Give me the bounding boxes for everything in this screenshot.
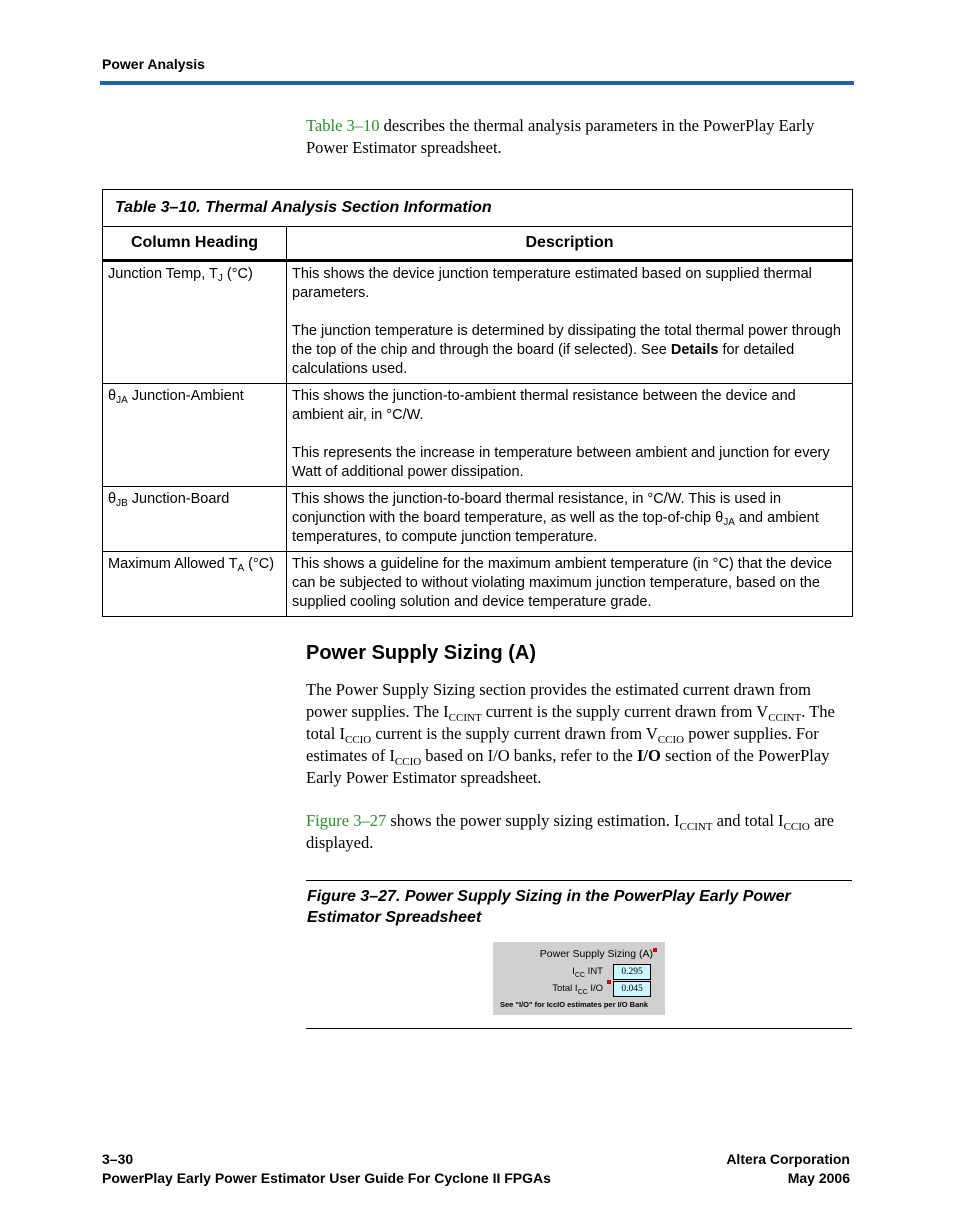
comment-marker-icon [653,948,657,952]
publication-date: May 2006 [787,1170,850,1186]
figure-note: See "I/O" for IccIO estimates per I/O Bank [500,1000,649,1009]
row-heading: $\theta_{JB}$ Junction-Board [103,487,287,552]
icc-io-value: 0.045 [613,981,651,997]
intro-paragraph [306,115,856,159]
column-header-description: Description [287,227,853,261]
company-name: Altera Corporation [726,1151,850,1167]
section-paragraph-1: The Power Supply Sizing section provides the estimated current drawn from power supplies. The $I_{CCINT}$ current is the supply current drawn from $V_{CCINT}$. The total $I_{CCIO}$ current is the supply current drawn from $V_{CCIO}$ power supplies. For estimates of $I_{CCIO}$ based on I/O banks, refer to the I/O section of the PowerPlay Early Power Estimator spreadsheet. [306,680,835,787]
table-row [103,487,853,552]
running-header: Power Analysis [102,56,205,72]
row-description: This shows the device junction temperature estimated based on supplied thermal parameters. The junction temperature is determined by dissipating the total thermal power through the top of the chip and through the board (if selected). See Details for detailed calculations used. [287,261,853,384]
table-row [103,552,853,617]
row-description: This shows a guideline for the maximum ambient temperature (in °C) that the device can be subjected to without violating maximum junction temperature, based on the supplied cooling solution and device temperature grade. [287,552,853,617]
table-link[interactable]: Table 3–10 [306,116,380,135]
row-description: This shows the junction-to-board thermal resistance, in °C/W. This is used in conjunction with the board temperature, as well as the top-of-chip $\theta_{JA}$ and ambient temperatures, to compute junction temperature. [287,487,853,552]
row-description: This shows the junction-to-ambient thermal resistance between the device and ambient air, in °C/W. This represents the increase in temperature between ambient and junction for every Watt of additional power dissipation. [287,384,853,487]
thermal-analysis-table [102,189,853,617]
section-paragraph-2: Figure 3–27 shows the power supply sizing estimation. $I_{CCINT}$ and total $I_{CCIO}$ are displayed. [306,811,835,852]
table-caption: Table 3–10. Thermal Analysis Section Information [115,199,492,216]
figure-top-rule [306,880,852,881]
header-rule [100,81,854,85]
icc-int-value: 0.295 [613,964,651,980]
guide-title: PowerPlay Early Power Estimator User Guide For Cyclone II FPGAs [102,1170,551,1186]
figure-bottom-rule [306,1028,852,1029]
row-heading: $\theta_{JA}$ Junction-Ambient [103,384,287,487]
page-number: 3–30 [102,1151,134,1167]
table-row [103,261,853,384]
power-supply-sizing-figure [493,942,665,1015]
figure-widget-title: Power Supply Sizing (A) [539,948,653,960]
section-title: Power Supply Sizing (A) [306,642,537,664]
table-row [103,384,853,487]
icc-int-label: $I_{CC}$ INT [572,966,603,979]
figure-link[interactable]: Figure 3–27 [306,811,387,830]
figure-caption: Figure 3–27. Power Supply Sizing in the PowerPlay Early Power Estimator Spreadsheet [307,888,791,926]
row-heading: Maximum Allowed $T_A$ (°C) [103,552,287,617]
row-heading: Junction Temp, $T_J$ (°C) [103,261,287,384]
table-caption-cell [103,190,853,227]
comment-marker-icon [607,980,611,984]
intro-text: describes the thermal analysis parameters in the PowerPlay Early Power Estimator spreadsheet. [306,116,815,157]
icc-io-label: Total $I_{CC}$ I/O [552,983,603,996]
column-header-heading: Column Heading [103,227,287,261]
